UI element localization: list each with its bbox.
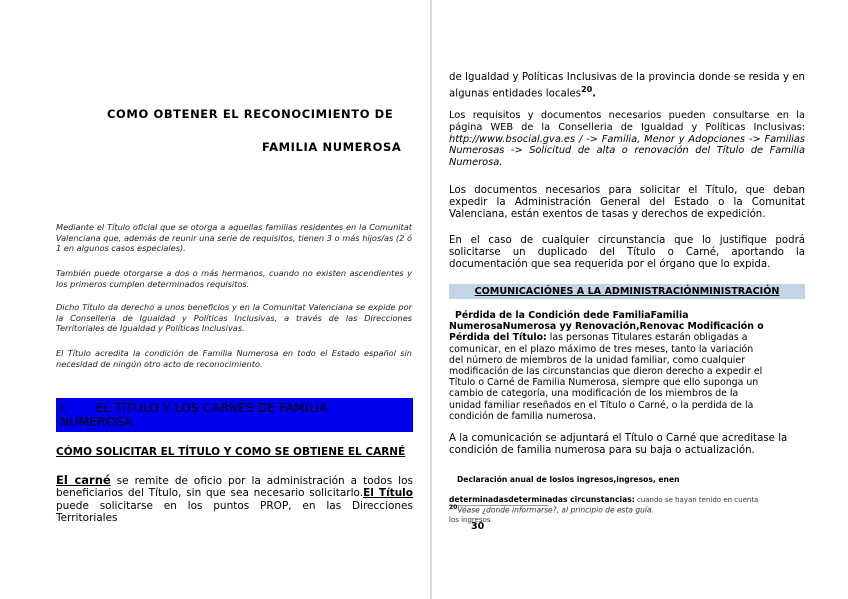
titulo-label: El Título [363, 487, 413, 500]
communications-heading-text: COMUNICACIÓNES A LA ADMINISTRACIÓNMINISTRACIÓN [474, 286, 780, 297]
annual-text: cuando se hayan tenido en cuenta los ingresos [449, 496, 759, 524]
annual-bold: Declaración anual de loslos ingresos,ingresos, enen determinadasdeterminadas circunstancias: [449, 475, 680, 504]
section-title-line1: EL TÍTULO Y LOS CARNÉS DE FAMILIA [95, 400, 328, 415]
duplicate-paragraph: En el caso de cualquier circunstancia que lo justifique podrá solicitarse un duplicado del Título o Carné, aportando la documentación que sea requerida por el órgano que lo expida. [449, 235, 805, 270]
continuation-text: de Igualdad y Políticas Inclusivas de la provincia donde se resida y en algunas entidades locales [449, 72, 805, 100]
footnote [449, 503, 654, 516]
annual-declaration-paragraph [449, 467, 769, 527]
footnote-ref: 20 [581, 84, 593, 94]
page-title-line1: COMO OBTENER EL RECONOCIMIENTO DE [107, 107, 394, 121]
section-title-line2: NUMEROSA [60, 414, 133, 429]
benefits-paragraph: Dicho Título da derecho a unos beneficios y en la Comunitat Valenciana se expide por la Conselleria de Igualdad y Políticas Inclusivas, a través de las Direcciones Territoriales de Igualdad y Políticas Inclusivas. [56, 302, 412, 334]
intro-paragraph: Mediante el Título oficial que se otorga a aquellas familias residentes en la Comunitat Valenciana que, además de reunir una serie de requisitos, tienen 3 o más hijos/as (2 ó 1 en algunos casos especiales). [56, 222, 412, 254]
continuation-paragraph [449, 72, 805, 100]
requirements-paragraph [449, 110, 805, 169]
documents-paragraph: Los documentos necesarios para solicitar el Título, que deban expedir la Administración General del Estado o la Comunitat Valenciana, están exentos de tasas y derechos de expedición. [449, 185, 805, 220]
loss-text: las personas Titulares estarán obligadas a comunicar, en el plazo máximo de tres meses, tanto la variación del número de miembros de la unidad familiar, como cualquier modificación de las circunstancias que dieron derecho a expedir el Título o Carné de Familia Numerosa, siempre que ello suponga un cambio de categoría, una modificación de los miembros de la unidad familiar reseñados en el Título o Carné, o la perdida de la condición de familia numerosa. [449, 332, 763, 422]
section-heading-bar [56, 398, 413, 432]
section-number: I. [60, 400, 68, 415]
page-divider [430, 0, 432, 599]
accreditation-paragraph: El Título acredita la condición de Familia Numerosa en todo el Estado español sin necesidad de ningún otro acto de reconocimiento. [56, 348, 412, 369]
subheading-how-to-apply: CÓMO SOLICITAR EL TÍTULO Y COMO SE OBTIENE EL CARNÉ [56, 446, 406, 458]
requirements-text: Los requisitos y documentos necesarios pueden consultarse en la página WEB de la Conselleria de Igualdad y Políticas Inclusivas: [449, 110, 805, 133]
page-title-line2: FAMILIA NUMEROSA [262, 140, 402, 154]
communications-heading [449, 284, 805, 299]
footnote-number: 20 [449, 504, 458, 511]
carne-label: El carné [56, 473, 111, 487]
page-number: 30 [471, 521, 485, 532]
requirements-link[interactable]: http://www.bsocial.gva.es / -> Familia, Menor y Adopciones -> Familias Numerosas -> Solicitud de alta o renovación del Título de Familia Numerosa. [449, 133, 805, 169]
carne-paragraph [56, 474, 413, 525]
continuation-end: . [592, 88, 597, 100]
loss-bold: Pérdida de la Condición dede FamiliaFamilia NumerosaNumerosa yy Renovación,Renovac Modificación o Pérdida del Título: [449, 310, 764, 344]
carne-text: se remite de oficio por la administración a todos los beneficiarios del Título, sin que sea necesario solicitarlo. [56, 475, 413, 500]
footnote-text: Véase ¿donde informarse?, al principio de esta guía. [457, 505, 654, 515]
communication-paragraph: A la comunicación se adjuntará el Título o Carné que acreditase la condición de familia numerosa para su baja o actualización. [449, 433, 788, 456]
titulo-text: puede solicitarse en los puntos PROP, en las Direcciones Territoriales [56, 499, 413, 525]
loss-paragraph [449, 310, 769, 422]
siblings-paragraph: También puede otorgarse a dos o más hermanos, cuando no existen ascendientes y los primeros cumplen determinados requisitos. [56, 268, 412, 289]
